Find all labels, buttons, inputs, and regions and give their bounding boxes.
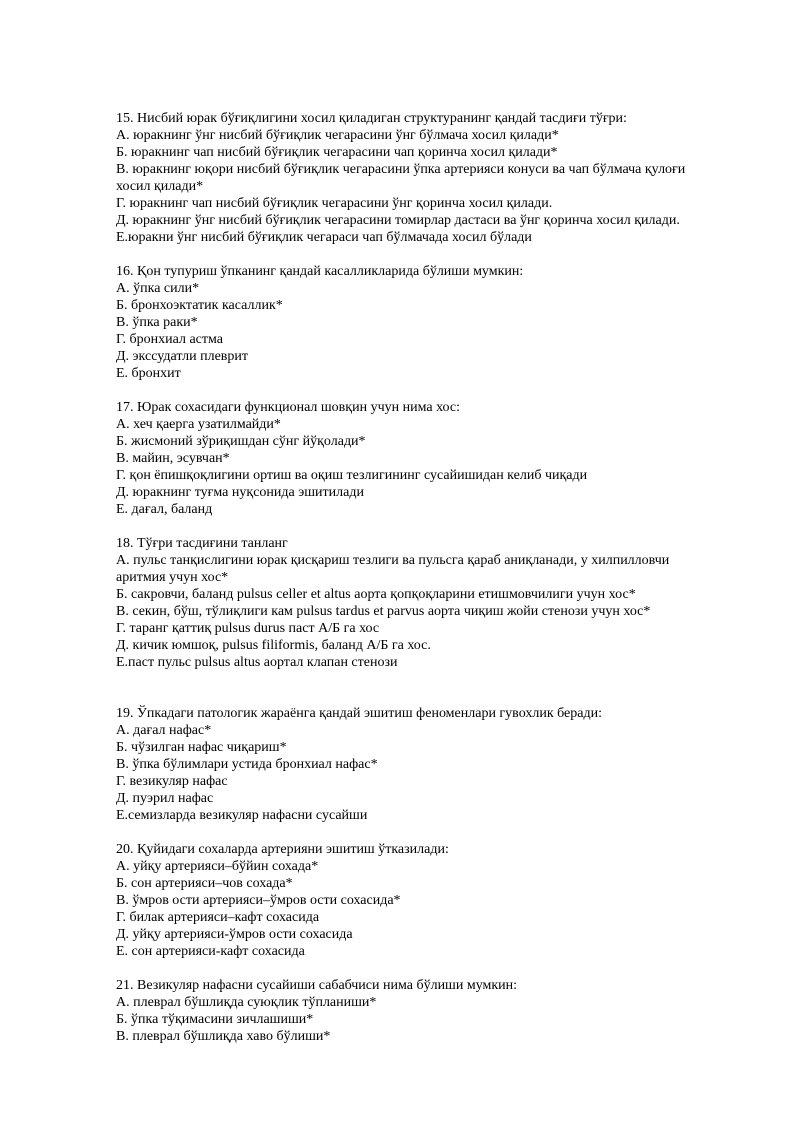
answer-option: Б. юракнинг чап нисбий бўғиқлик чегарасини чап қоринча хосил қилади* — [116, 145, 558, 160]
answer-option: Б. сакровчи, баланд pulsus celler et altus аорта қопқоқларини етишмовчилиги учун хос* — [116, 587, 636, 602]
answer-option: В. ўпка бўлимлари устида бронхиал нафас* — [116, 757, 378, 772]
answer-option: Б. ўпка тўқимасини зичлашиши* — [116, 1012, 314, 1027]
answer-option: Д. юракнинг ўнг нисбий бўғиқлик чегарасини томирлар дастаси ва ўнг қоринча хосил қилади. — [116, 213, 680, 228]
answer-option: В. плеврал бўшлиқда хаво бўлиши* — [116, 1029, 331, 1044]
answer-option-continued: хосил қилади* — [116, 179, 204, 194]
answer-option: Д. юракнинг туғма нуқсонида эшитилади — [116, 485, 364, 500]
question-text: 18. Тўғри тасдиғини танланг — [116, 536, 288, 551]
answer-option: В. юракнинг юқори нисбий бўғиқлик чегарасини ўпка артерияси конуси ва чап бўлмача қулоғи — [116, 162, 686, 177]
answer-option: Д. экссудатли плеврит — [116, 349, 249, 364]
question-text: 20. Қуйидаги сохаларда артерияни эшитиш ўтказилади: — [116, 842, 449, 857]
question-text: 16. Қон тупуриш ўпканинг қандай касалликларида бўлиши мумкин: — [116, 264, 524, 279]
question-text: 21. Везикуляр нафасни сусайиши сабабчиси нима бўлиши мумкин: — [116, 978, 518, 993]
answer-option: Г. бронхиал астма — [116, 332, 223, 347]
answer-option: А. пульс танқислигини юрак қисқариш тезлиги ва пульсга қараб аниқланади, у хилпилловчи — [116, 553, 670, 568]
answer-option: Г. юракнинг чап нисбий бўғиқлик чегарасини ўнг қоринча хосил қилади. — [116, 196, 553, 211]
answer-option: Д. уйқу артерияси-ўмров ости сохасида — [116, 927, 353, 942]
question-text: 15. Нисбий юрак бўғиқлигини хосил қиладиган структуранинг қандай тасдиғи тўғри: — [116, 111, 627, 126]
document-page — [116, 110, 716, 1045]
answer-option: Е. бронхит — [116, 366, 181, 381]
answer-option: Г. қон ёпишқоқлигини ортиш ва оқиш тезлигининг сусайишидан келиб чиқади — [116, 468, 588, 483]
answer-option: Д. пуэрил нафас — [116, 791, 214, 806]
question-17 — [116, 399, 716, 518]
answer-option: В. ўпка раки* — [116, 315, 198, 330]
question-16 — [116, 263, 716, 382]
answer-option: Е. сон артерияси-кафт сохасида — [116, 944, 305, 959]
answer-option: Б. бронхоэктатик касаллик* — [116, 298, 283, 313]
answer-option: А. ўпка сили* — [116, 281, 200, 296]
answer-option: Д. кичик юмшоқ, pulsus filiformis, баланд А/Б га хос. — [116, 638, 431, 653]
question-15 — [116, 110, 716, 246]
answer-option: Б. сон артерияси–чов сохада* — [116, 876, 293, 891]
answer-option: Е.юракни ўнг нисбий бўғиқлик чегараси чап бўлмачада хосил бўлади — [116, 230, 532, 245]
question-20 — [116, 841, 716, 960]
answer-option: Г. везикуляр нафас — [116, 774, 228, 789]
question-text: 19. Ўпкадаги патологик жараёнга қандай эшитиш феноменлари гувохлик беради: — [116, 706, 602, 721]
answer-option: Е.паст пульс pulsus altus аортал клапан стенози — [116, 655, 398, 670]
question-19 — [116, 705, 716, 824]
answer-option: В. секин, бўш, тўлиқлиги кам pulsus tardus et parvus аорта чиқиш жойи стенози учун хос* — [116, 604, 651, 619]
answer-option: Г. таранг қаттиқ pulsus durus паст А/Б га хос — [116, 621, 380, 636]
answer-option: А. дағал нафас* — [116, 723, 212, 738]
answer-option: А. юракнинг ўнг нисбий бўғиқлик чегарасини ўнг бўлмача хосил қилади* — [116, 128, 559, 143]
answer-option: А. уйқу артерияси–бўйин сохада* — [116, 859, 319, 874]
answer-option: А. плеврал бўшлиқда суюқлик тўпланиши* — [116, 995, 377, 1010]
question-18 — [116, 535, 716, 671]
question-text: 17. Юрак сохасидаги функционал шовқин учун нима хос: — [116, 400, 460, 415]
question-21 — [116, 977, 716, 1045]
answer-option: В. ўмров ости артерияси–ўмров ости сохасида* — [116, 893, 401, 908]
answer-option: А. хеч қаерга узатилмайди* — [116, 417, 281, 432]
answer-option: Г. билак артерияси–кафт сохасида — [116, 910, 320, 925]
answer-option: Е.семизларда везикуляр нафасни сусайши — [116, 808, 368, 823]
answer-option: В. майин, эсувчан* — [116, 451, 230, 466]
answer-option: Б. жисмоний зўриқишдан сўнг йўқолади* — [116, 434, 366, 449]
answer-option-continued: аритмия учун хос* — [116, 570, 229, 585]
answer-option: Б. чўзилган нафас чиқариш* — [116, 740, 287, 755]
answer-option: Е. дағал, баланд — [116, 502, 213, 517]
